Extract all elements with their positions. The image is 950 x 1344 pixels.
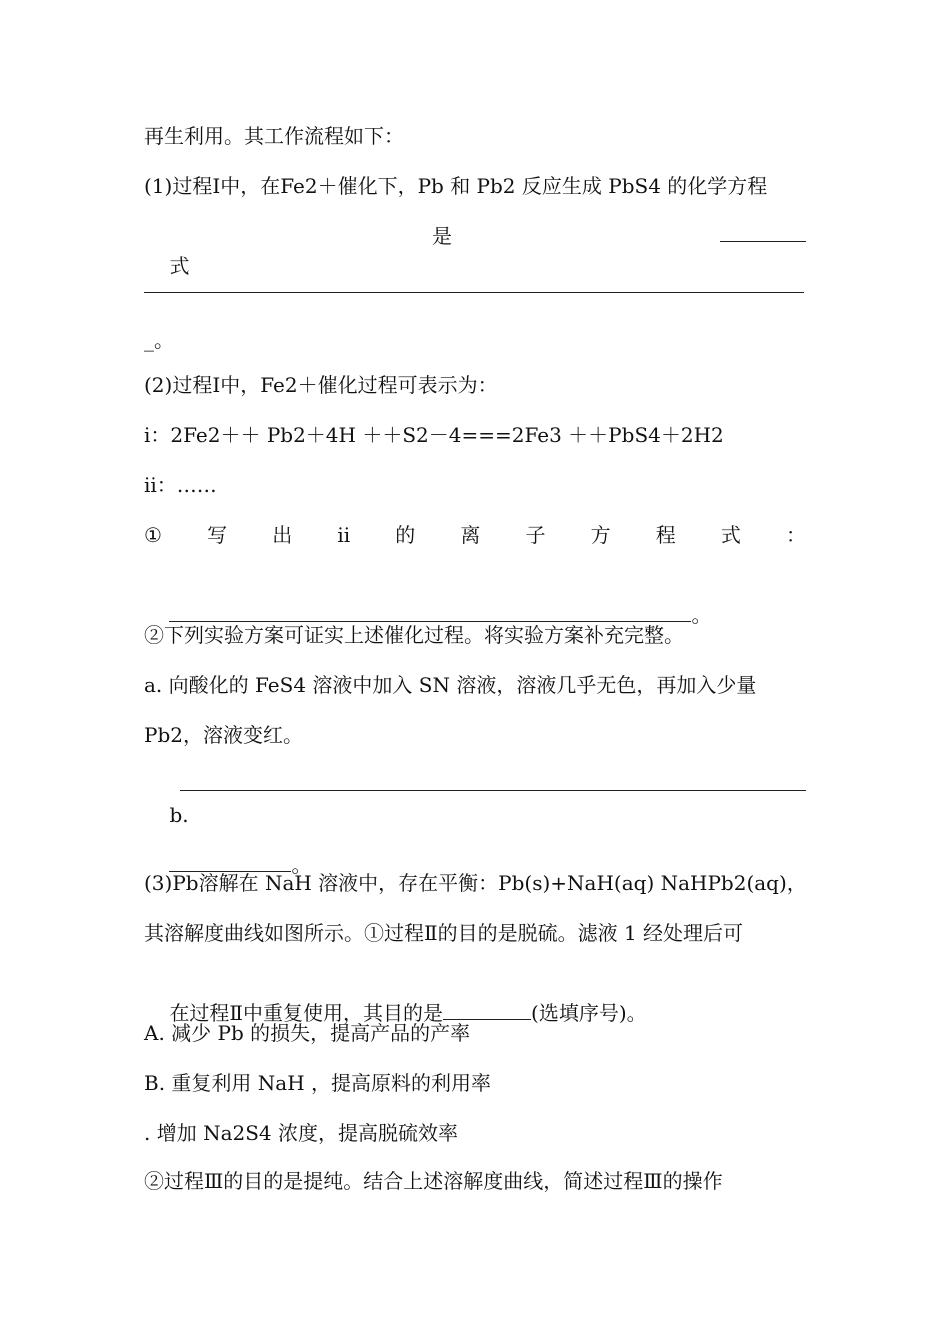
char-shi: 式 <box>169 254 190 278</box>
prompt-char: 出 <box>272 523 293 547</box>
option-a[interactable]: A. 减少 Pb 的损失，提高产品的产率 <box>144 1021 471 1045</box>
question-3-1-text: 在过程Ⅱ中重复使用，其目的是 <box>169 1001 444 1025</box>
prompt-char: ii <box>337 523 351 547</box>
question-2-text: (2)过程Ⅰ中，Fe2＋催化过程可表示为： <box>144 373 498 397</box>
question-3-1-hint: (选填序号)。 <box>531 1001 647 1025</box>
prompt-char: 子 <box>525 523 546 547</box>
prompt-char: 方 <box>590 523 611 547</box>
prompt-char: 程 <box>655 523 676 547</box>
prompt-char: 写 <box>207 523 228 547</box>
step-a-text: a. 向酸化的 FeS4 溶液中加入 SN 溶液，溶液几乎无色，再加入少量 <box>144 673 757 697</box>
prompt-char: 的 <box>395 523 416 547</box>
prompt-char: ： <box>785 523 806 547</box>
period: 。 <box>691 603 712 627</box>
option-c[interactable]: . 增加 Na2S4 浓度，提高脱硫效率 <box>144 1121 459 1145</box>
question-1-text: (1)过程Ⅰ中，在Fe2＋催化下，Pb 和 Pb2 反应生成 PbS4 的化学方程 <box>144 174 768 198</box>
step-b-label: b. <box>169 803 195 827</box>
prompt-char: 式 <box>720 523 741 547</box>
line-intro: 再生利用。其工作流程如下： <box>144 124 404 148</box>
answer-blank-1a[interactable] <box>720 221 806 242</box>
option-b[interactable]: B. 重复利用 NaH ，提高原料的利用率 <box>144 1071 491 1095</box>
step-a-continuation: Pb2，溶液变红。 <box>144 723 303 747</box>
answer-blank-2-1[interactable] <box>169 601 691 622</box>
answer-blank-b1[interactable] <box>180 770 806 791</box>
prompt-char: 离 <box>460 523 481 547</box>
answer-blank-1b[interactable] <box>144 292 804 293</box>
question-2-1-prompt <box>144 520 806 550</box>
char-is: 是 <box>432 224 452 248</box>
equation-i: i：2Fe2＋＋ Pb2＋4H ＋＋S2－4===2Fe3 ＋＋PbS4＋2H2 <box>144 423 724 447</box>
equation-ii: ii：…… <box>144 473 217 497</box>
blank-end: _。 <box>144 328 174 352</box>
prompt-char: ① <box>144 523 162 547</box>
period: 。 <box>291 853 312 877</box>
question-3-continuation: 其溶解度曲线如图所示。①过程Ⅱ的目的是脱硫。滤液 1 经处理后可 <box>144 921 744 945</box>
question-3-2-text: ②过程Ⅲ的目的是提纯。结合上述溶解度曲线，简述过程Ⅲ的操作 <box>144 1169 723 1193</box>
question-2-2-text: ②下列实验方案可证实上述催化过程。将实验方案补充完整。 <box>144 623 684 647</box>
question-3-text: (3)Pb溶解在 NaH 溶液中，存在平衡：Pb(s)+NaH(aq) NaHPb2(aq)， <box>144 871 807 895</box>
answer-blank-3-1[interactable] <box>443 999 531 1020</box>
